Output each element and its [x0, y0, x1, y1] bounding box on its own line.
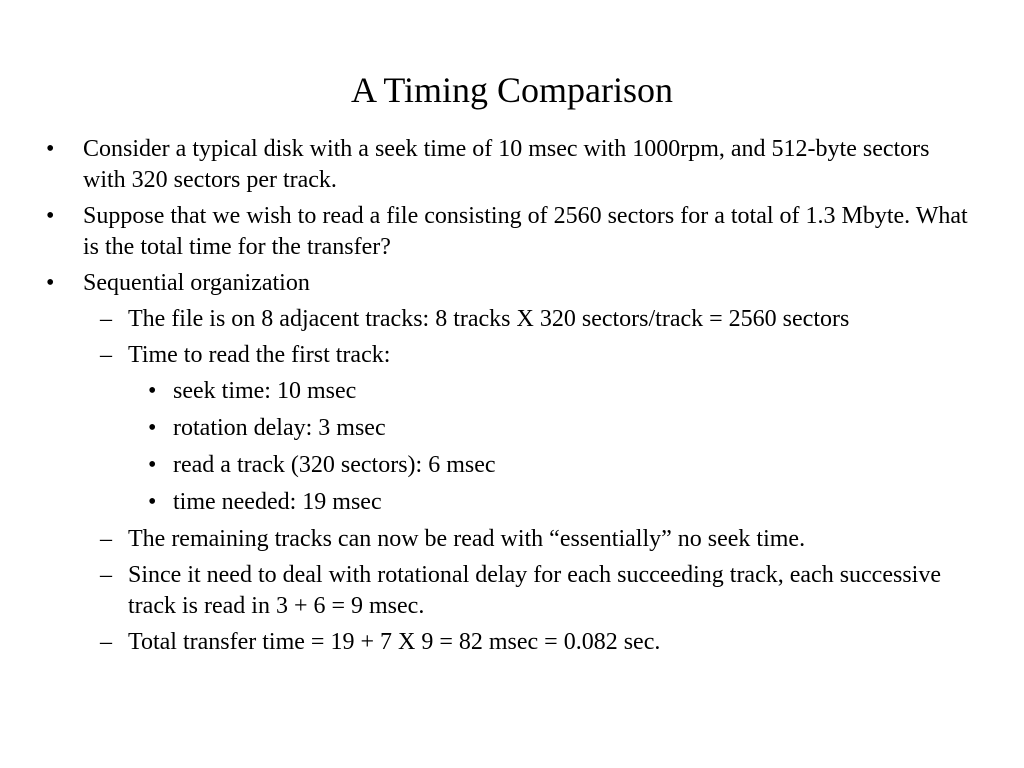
sub-bullet-marker: –	[100, 342, 112, 368]
sub-sub-bullet-text: rotation delay: 3 msec	[173, 415, 386, 441]
bullet-marker: •	[46, 203, 55, 229]
sub-bullet-marker: –	[100, 526, 112, 552]
sub-sub-bullet-marker: •	[148, 378, 157, 404]
sub-sub-bullet-text: time needed: 19 msec	[173, 489, 382, 515]
sub-sub-bullet-marker: •	[148, 415, 157, 441]
bullet-item	[0, 268, 1024, 299]
sub-sub-bullet-item	[0, 487, 1024, 518]
bullet-text: Consider a typical disk with a seek time of 10 msec with 1000rpm, and 512-byte sectors with 320 sectors per track.	[83, 136, 930, 193]
bullet-text: Sequential organization	[83, 270, 310, 296]
slide-title: A Timing Comparison	[350, 70, 674, 110]
sub-bullet-marker: –	[100, 562, 112, 588]
sub-sub-bullet-item	[0, 376, 1024, 407]
bullet-item	[0, 201, 1024, 263]
sub-sub-bullet-item	[0, 450, 1024, 481]
sub-bullet-item	[0, 524, 1024, 555]
sub-sub-bullet-marker: •	[148, 489, 157, 515]
bullet-text: Suppose that we wish to read a file consisting of 2560 sectors for a total of 1.3 Mbyte. What is the total time for the transfer?	[83, 203, 968, 260]
sub-bullet-item	[0, 340, 1024, 371]
sub-bullet-text: The file is on 8 adjacent tracks: 8 tracks X 320 sectors/track = 2560 sectors	[128, 306, 850, 332]
sub-sub-bullet-text: seek time: 10 msec	[173, 378, 357, 404]
sub-bullet-item	[0, 627, 1024, 658]
sub-sub-bullet-marker: •	[148, 452, 157, 478]
sub-bullet-item	[0, 560, 1024, 622]
bullet-item	[0, 134, 1024, 196]
sub-bullet-text: Time to read the first track:	[128, 342, 391, 368]
sub-bullet-text: The remaining tracks can now be read with “essentially” no seek time.	[128, 526, 806, 552]
slide-content	[0, 134, 1024, 663]
sub-bullet-text: Total transfer time = 19 + 7 X 9 = 82 msec = 0.082 sec.	[128, 629, 661, 655]
sub-bullet-item	[0, 304, 1024, 335]
sub-sub-bullet-item	[0, 413, 1024, 444]
bullet-marker: •	[46, 270, 55, 296]
sub-bullet-marker: –	[100, 306, 112, 332]
sub-sub-bullet-text: read a track (320 sectors): 6 msec	[173, 452, 496, 478]
sub-bullet-marker: –	[100, 629, 112, 655]
bullet-marker: •	[46, 136, 55, 162]
sub-bullet-text: Since it need to deal with rotational delay for each succeeding track, each successive track is read in 3 + 6 = 9 msec.	[128, 562, 941, 619]
